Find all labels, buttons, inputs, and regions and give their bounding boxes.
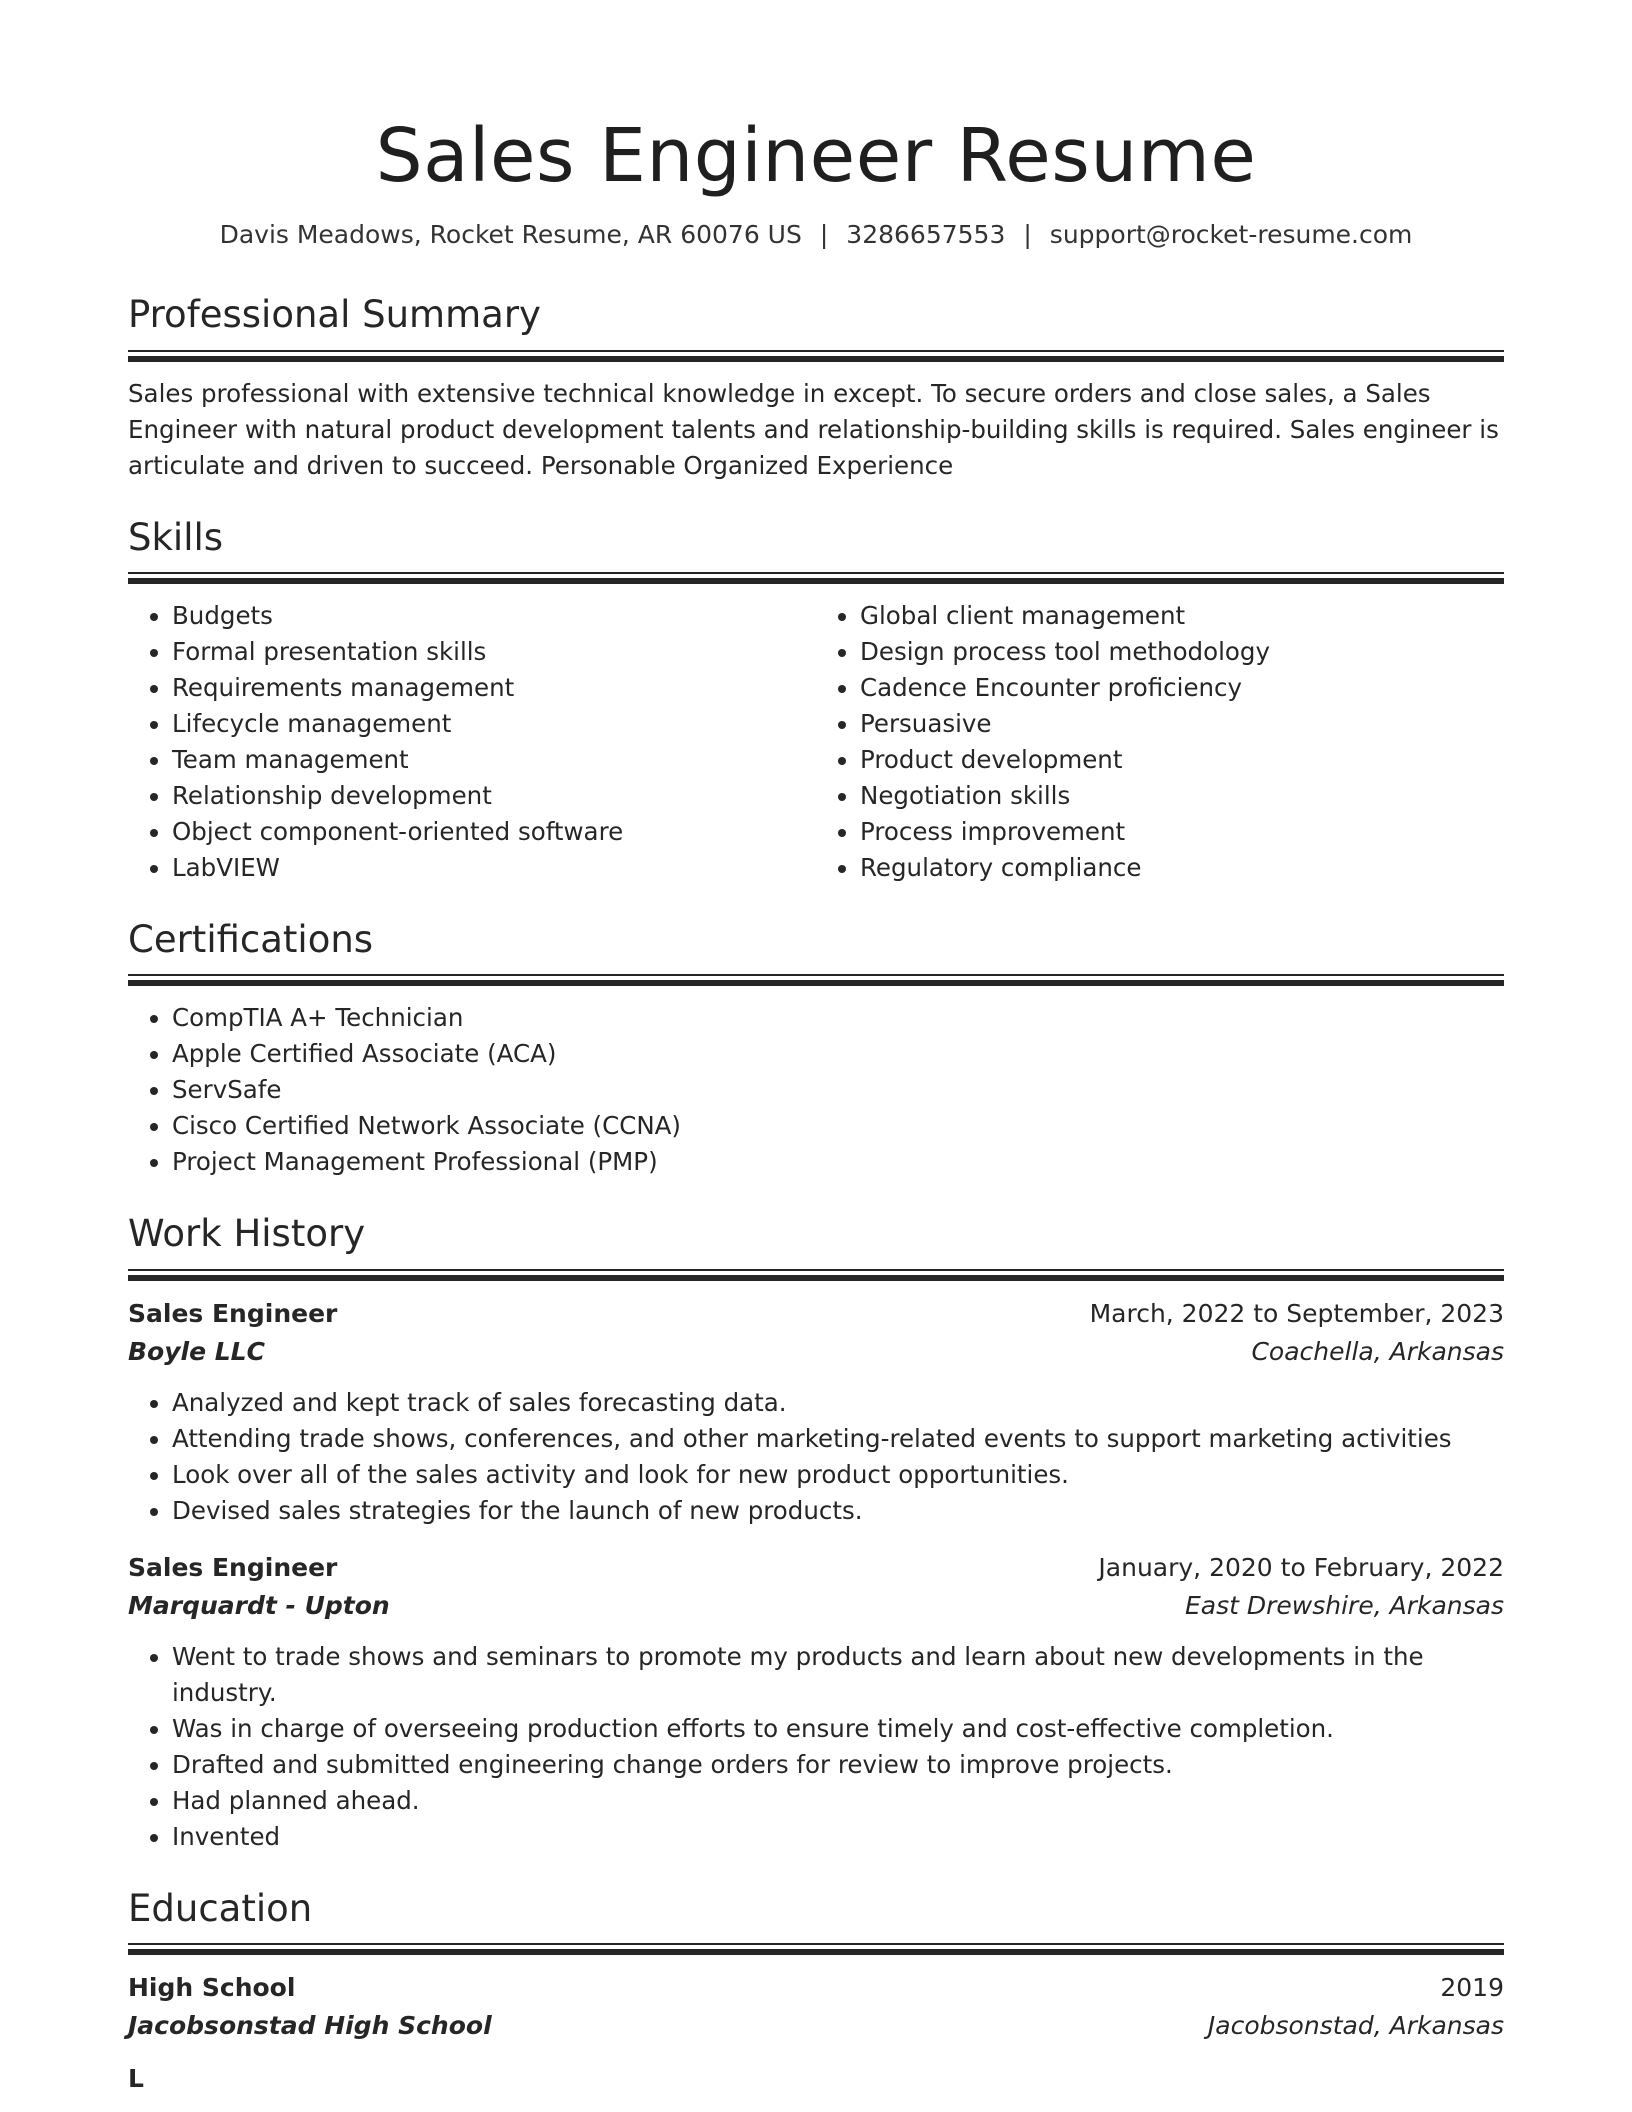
job-bullet: • Drafted and submitted engineering change orders for review to improve projects. <box>172 1747 1504 1783</box>
job-company-row <box>128 1587 1504 1625</box>
education-location: Jacobsonstad, Arkansas <box>1207 2011 1504 2041</box>
job-location: East Drewshire, Arkansas <box>1184 1590 1504 1620</box>
skill-item: • Relationship development <box>172 778 816 814</box>
cutoff-text: L <box>128 2067 144 2088</box>
certification-item: • Project Management Professional (PMP) <box>172 1144 1504 1180</box>
education-year: 2019 <box>1440 1973 1504 2003</box>
job-bullets <box>128 1385 1504 1529</box>
job-bullet: • Was in charge of overseeing production efforts to ensure timely and cost-effective completion. <box>172 1711 1504 1747</box>
resume-title: Sales Engineer Resume <box>375 113 1257 199</box>
certification-item: • Cisco Certified Network Associate (CCNA) <box>172 1108 1504 1144</box>
job-dates: January, 2020 to February, 2022 <box>1098 1552 1504 1582</box>
skills-section <box>128 516 1504 886</box>
education-degree: High School <box>128 1973 296 2003</box>
job-bullet: • Attending trade shows, conferences, and other marketing-related events to support marketing activities <box>172 1421 1504 1457</box>
section-divider <box>128 1943 1504 1955</box>
certification-item: • CompTIA A+ Technician <box>172 1000 1504 1036</box>
skill-item: • Product development <box>860 742 1504 778</box>
skill-item: • Object component-oriented software <box>172 814 816 850</box>
skill-item: • Process improvement <box>860 814 1504 850</box>
summary-heading: Professional Summary <box>128 293 541 337</box>
contact-separator: | <box>819 219 829 249</box>
job-title: Sales Engineer <box>128 1298 338 1328</box>
certification-item: • Apple Certified Associate (ACA) <box>172 1036 1504 1072</box>
job-dates: March, 2022 to September, 2023 <box>1089 1298 1504 1328</box>
skill-item: • Regulatory compliance <box>860 850 1504 886</box>
job-entry <box>128 1295 1504 1529</box>
job-bullet: • Had planned ahead. <box>172 1783 1504 1819</box>
skills-grid <box>128 598 1504 886</box>
job-company: Boyle LLC <box>128 1336 265 1366</box>
skill-item: • Design process tool methodology <box>860 634 1504 670</box>
job-bullet: • Went to trade shows and seminars to promote my products and learn about new developments in the industry. <box>172 1639 1504 1711</box>
skill-item: • Cadence Encounter proficiency <box>860 670 1504 706</box>
summary-text: Sales professional with extensive technical knowledge in except. To secure orders and close sales, a Sales Engineer with natural product development talents and relationship-building skills is required. Sales engineer is articulate and driven to succeed. Personable Organized Experience <box>128 378 1499 480</box>
summary-section <box>128 293 1504 483</box>
job-bullet: • Look over all of the sales activity and look for new product opportunities. <box>172 1457 1504 1493</box>
contact-address: Davis Meadows, Rocket Resume, AR 60076 US <box>219 219 802 249</box>
work-history-section <box>128 1212 1504 1854</box>
education-school: Jacobsonstad High School <box>128 2011 492 2041</box>
education-header-row <box>128 1969 1504 2007</box>
skills-heading: Skills <box>128 515 224 559</box>
section-divider <box>128 974 1504 986</box>
job-title: Sales Engineer <box>128 1552 338 1582</box>
job-entry <box>128 1549 1504 1855</box>
job-location: Coachella, Arkansas <box>1251 1336 1504 1366</box>
work-history-heading: Work History <box>128 1212 366 1256</box>
job-bullet: • Devised sales strategies for the launch of new products. <box>172 1493 1504 1529</box>
job-company-row <box>128 1333 1504 1371</box>
job-bullets <box>128 1639 1504 1855</box>
skill-item: • LabVIEW <box>172 850 816 886</box>
section-divider <box>128 350 1504 362</box>
skill-item: • Formal presentation skills <box>172 634 816 670</box>
section-divider <box>128 1269 1504 1281</box>
skill-item: • Budgets <box>172 598 816 634</box>
contact-line <box>128 219 1504 252</box>
education-section <box>128 1887 1504 2087</box>
certifications-section <box>128 918 1504 1180</box>
skill-item: • Global client management <box>860 598 1504 634</box>
skills-list-left <box>128 598 816 886</box>
skill-item: • Lifecycle management <box>172 706 816 742</box>
education-school-row <box>128 2007 1504 2045</box>
contact-phone: 3286657553 <box>846 219 1006 249</box>
contact-separator: | <box>1023 219 1032 249</box>
certifications-heading: Certifications <box>128 918 374 962</box>
job-header-row <box>128 1549 1504 1587</box>
section-divider <box>128 572 1504 584</box>
skills-list-right <box>816 598 1504 886</box>
education-heading: Education <box>128 1886 313 1930</box>
skill-item: • Persuasive <box>860 706 1504 742</box>
job-header-row <box>128 1295 1504 1333</box>
job-bullet: • Invented <box>172 1819 1504 1855</box>
job-company: Marquardt - Upton <box>128 1590 390 1620</box>
skill-item: • Team management <box>172 742 816 778</box>
certification-item: • ServSafe <box>172 1072 1504 1108</box>
skill-item: • Negotiation skills <box>860 778 1504 814</box>
skill-item: • Requirements management <box>172 670 816 706</box>
education-entry <box>128 1969 1504 2045</box>
certifications-list <box>128 1000 1504 1180</box>
job-bullet: • Analyzed and kept track of sales forecasting data. <box>172 1385 1504 1421</box>
contact-email: support@rocket-resume.com <box>1049 219 1413 249</box>
